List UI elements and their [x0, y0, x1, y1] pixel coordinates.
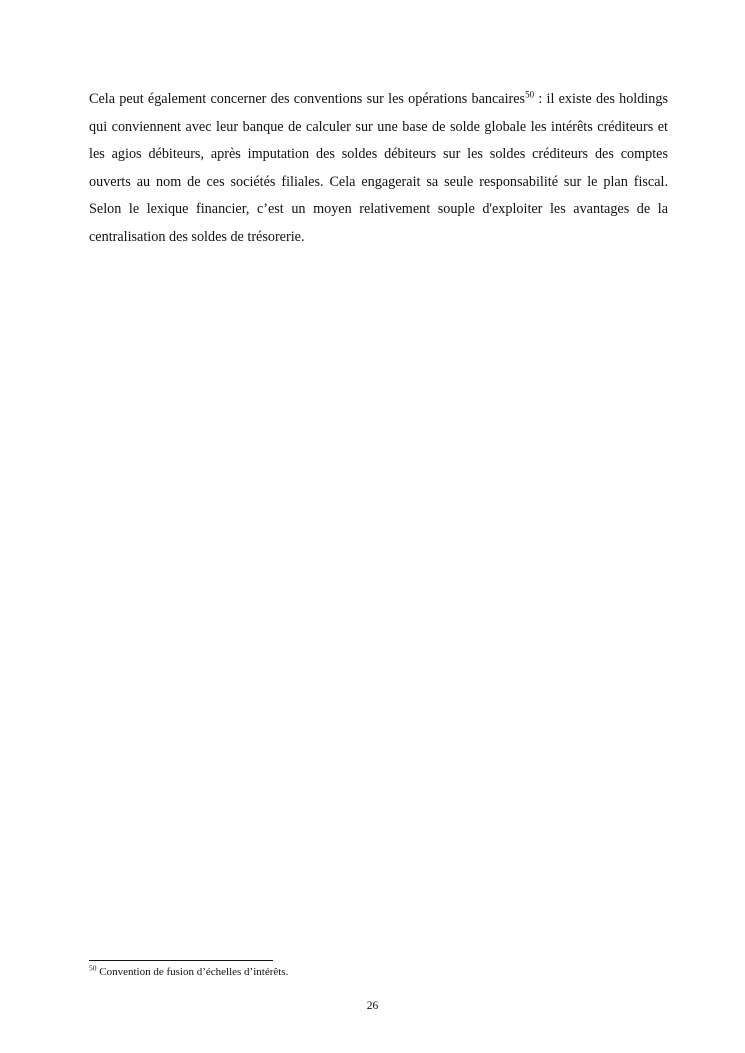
- body-paragraph: [89, 86, 668, 251]
- footnote-separator: [89, 960, 273, 961]
- paragraph-text-end: : il existe des holdings qui conviennent avec leur banque de calculer sur une base de solde globale les intérêts créditeurs et les agios débiteurs, après imputation des soldes débiteurs sur les soldes créditeurs des comptes ouverts au nom de ces sociétés filiales. Cela engagerait sa seule responsabilité sur le plan fiscal. Selon le lexique financier, c’est un moyen relativement souple d'exploiter les avantages de la centralisation des soldes de trésorerie.: [89, 91, 668, 245]
- paragraph-text-start: Cela peut également concerner des conventions sur les opérations bancaires: [89, 91, 526, 107]
- footnote: [89, 964, 288, 980]
- footnote-text: Convention de fusion d’échelles d’intérêts.: [96, 966, 289, 978]
- footnote-reference[interactable]: 50: [525, 89, 535, 100]
- footnote-number: 50: [89, 963, 97, 973]
- page-number: 26: [366, 1000, 379, 1012]
